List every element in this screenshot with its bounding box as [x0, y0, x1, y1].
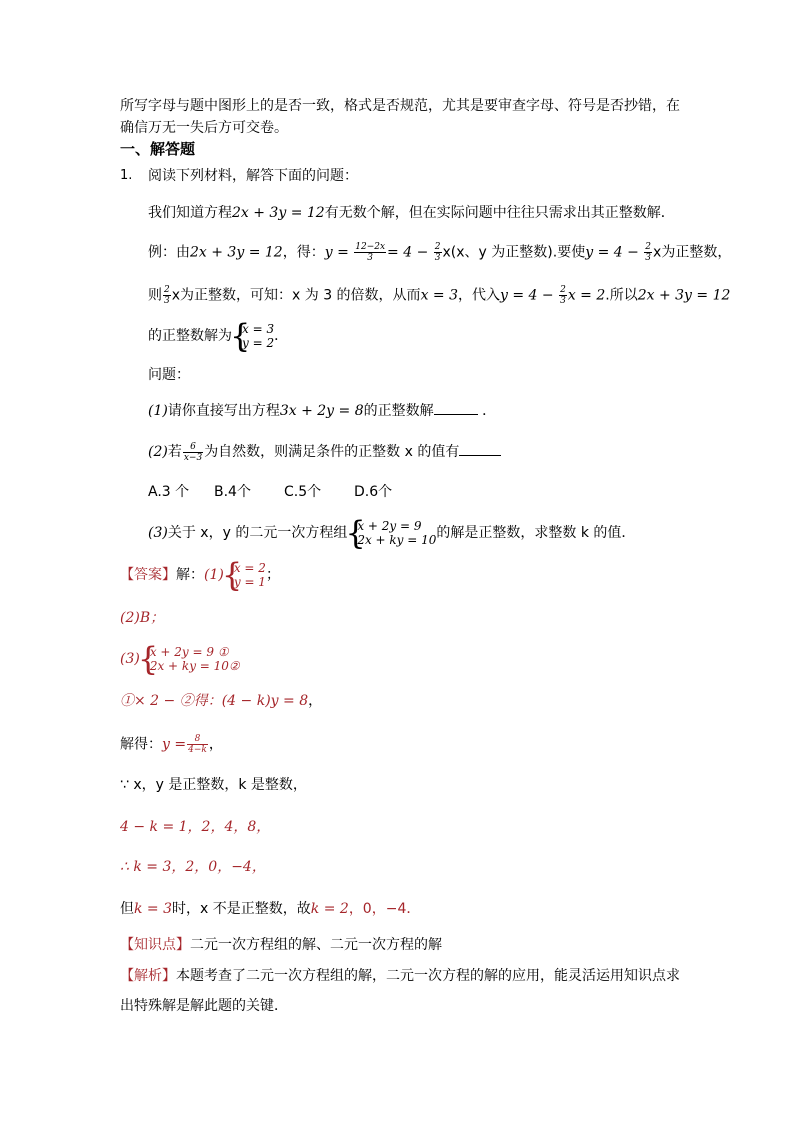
equation-system: [347, 519, 436, 547]
system-row: { x = 3: [242, 322, 275, 336]
sub-question-2: [148, 441, 501, 463]
text: 我们知道方程: [148, 205, 232, 221]
equation: 3x + 2y = 8: [279, 403, 364, 419]
text: 二元一次方程组的解、二元一次方程的解: [190, 937, 442, 953]
text: 则: [148, 287, 162, 304]
fraction-numerator: 8: [187, 734, 208, 745]
text: x为正整数，: [653, 244, 732, 261]
text: ，: [308, 693, 323, 709]
fraction-numerator: 12−2x: [355, 242, 386, 252]
material-line-4: [148, 322, 288, 350]
text: ，代入: [458, 287, 500, 304]
text: ；: [265, 567, 280, 583]
text: .所以: [605, 287, 638, 304]
fraction-denominator: 3: [645, 253, 652, 263]
fraction: [187, 734, 208, 755]
fraction: [163, 285, 171, 306]
text: 请你直接写出方程: [167, 403, 280, 419]
fraction-denominator: 3: [560, 296, 566, 306]
math-text: y =: [162, 736, 187, 753]
math-text: k = 2: [310, 901, 349, 917]
sub-answer-label: (3): [120, 651, 140, 667]
answer-step-6: [120, 899, 420, 919]
system-row: y = 2: [242, 336, 275, 350]
text: ．: [482, 403, 497, 419]
text: 本题考查了二元一次方程组的解，二元一次方程的解的应用，能灵活运用知识点求: [176, 968, 680, 984]
intro-line-1: 所写字母与题中图形上的是否一致，格式是否规范，尤其是要审查字母、符号是否抄错，在: [120, 98, 680, 114]
system-row: 2x + ky = 10②: [149, 659, 240, 673]
sub-question-label: (3): [148, 525, 168, 541]
text: 有无数个解，但在实际问题中往往只需求出其正整数解．: [324, 205, 675, 221]
math-text: x = 3: [420, 287, 458, 304]
intro-line-2: 确信万无一失后方可交卷。: [120, 120, 288, 136]
fraction-numerator: 2: [645, 242, 652, 252]
text: 的正整数解: [363, 403, 434, 419]
option-d: D.6个: [354, 484, 393, 500]
text: ，得：: [282, 244, 325, 261]
sub-question-label: (2): [148, 444, 168, 460]
fraction: [559, 285, 567, 306]
answer-line-1: [120, 561, 280, 589]
system-row: 2x + ky = 10: [357, 533, 437, 547]
question-stem: 阅读下列材料，解答下面的问题：: [148, 168, 358, 184]
answer-step-5: ∴ k = 3，2，0，−4，: [120, 859, 266, 875]
answer-blank: [459, 441, 501, 456]
system-row: { x + 2y = 9 ①: [149, 645, 229, 659]
math-text: k = 3: [134, 901, 173, 917]
answer-step-1: [120, 691, 322, 711]
text: 若: [167, 444, 182, 460]
text: x(x、y 为正整数).要使: [442, 244, 586, 261]
sub-question-3: [148, 518, 635, 548]
math-text: y = 4 −: [500, 287, 554, 304]
analysis-line-1: [120, 966, 680, 986]
fraction: [644, 242, 652, 263]
equation: (4 − k)y = 8: [221, 693, 309, 709]
text: 解得：: [120, 736, 162, 753]
fraction-denominator: 3: [434, 253, 441, 263]
text: 时，x 不是正整数，故: [172, 901, 311, 917]
equation: 2x + 3y = 12: [637, 287, 731, 304]
equation: 2x + 3y = 12: [232, 205, 325, 221]
equation-system: [140, 645, 240, 673]
question-number: 1.: [120, 168, 133, 183]
text: ①× 2 − ②得：: [120, 693, 222, 709]
fraction: [434, 242, 442, 263]
fraction-denominator: 3: [164, 296, 170, 306]
text: ，0，−4．: [348, 901, 421, 917]
sub-answer-label: (1): [204, 567, 224, 583]
system-row: y = 1: [233, 575, 266, 589]
answer-step-3: ∵ x，y 是正整数，k 是整数，: [120, 777, 307, 793]
math-text: x = 2: [567, 287, 606, 304]
fraction-denominator: 3: [367, 253, 374, 263]
answer-step-2: [120, 734, 223, 755]
system-row: { x + 2y = 9: [357, 519, 422, 533]
option-b: B.4个: [214, 484, 251, 500]
math-text: = 4 −: [387, 244, 429, 261]
option-c: C.5个: [284, 484, 322, 500]
problem-label: 问题：: [148, 367, 190, 383]
equation-system: [224, 561, 266, 589]
text: 的解是正整数，求整数 k 的值．: [436, 525, 636, 541]
analysis-tag: 【解析】: [120, 968, 176, 984]
fraction: [354, 242, 386, 263]
sub-question-1: [148, 400, 496, 421]
math-text: y = 4 −: [585, 244, 639, 261]
fraction-numerator: 2: [434, 242, 441, 252]
fraction-numerator: 2: [560, 285, 566, 295]
analysis-line-2: 出特殊解是解此题的关键．: [120, 998, 288, 1014]
fraction-numerator: 2: [164, 285, 170, 295]
text: x为正整数，可知：x 为 3 的倍数，从而: [171, 287, 421, 304]
answer-step-4: 4 − k = 1，2，4，8，: [120, 819, 271, 835]
text: 为自然数，则满足条件的正整数 x 的值有: [204, 444, 460, 460]
equation: 2x + 3y = 12: [190, 244, 283, 261]
fraction: [183, 442, 203, 463]
option-a: A.3 个: [148, 484, 190, 500]
text: 解：: [176, 567, 204, 583]
answer-blank: [434, 400, 478, 415]
text: 关于 x，y 的二元一次方程组: [167, 525, 348, 541]
answer-tag: 【答案】: [120, 567, 176, 583]
math-text: y =: [324, 244, 349, 261]
fraction-denominator: 4−k: [188, 745, 207, 755]
knowledge-line: [120, 935, 442, 955]
sub-question-label: (1): [148, 403, 168, 419]
fraction-numerator: 6: [183, 442, 203, 453]
text: 的正整数解为: [148, 328, 232, 344]
answer-line-3: [120, 644, 240, 674]
text: ．: [274, 328, 289, 344]
system-row: { x = 2: [233, 561, 266, 575]
material-example-line: [148, 242, 731, 263]
knowledge-tag: 【知识点】: [120, 937, 190, 953]
answer-line-2: (2)B；: [120, 610, 165, 626]
fraction-denominator: x−3: [183, 452, 203, 463]
text: 例：由: [148, 244, 190, 261]
section-title: 一、解答题: [120, 140, 196, 158]
material-line-3: [148, 285, 730, 306]
text: 但: [120, 901, 134, 917]
material-paragraph-1: [148, 203, 675, 223]
equation-system: [232, 322, 274, 350]
text: ，: [208, 736, 223, 753]
